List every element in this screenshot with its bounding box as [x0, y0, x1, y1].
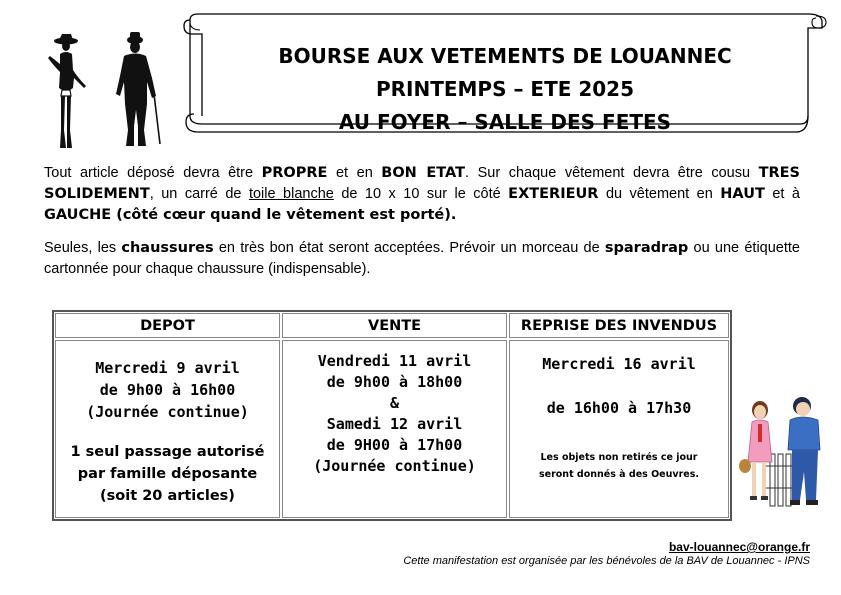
depot-note: (Journée continue) — [86, 403, 249, 421]
reprise-hours: de 16h00 à 17h30 — [546, 399, 692, 417]
p2-emphasis-chaussures: chaussures — [121, 240, 214, 256]
p1-emphasis-cote-coeur: (côté cœur quand le vêtement est porté). — [111, 207, 457, 223]
children-illustration — [738, 392, 828, 512]
schedule-table — [52, 310, 732, 521]
p1-text-a: Tout article déposé devra être — [44, 165, 262, 181]
organizer-credit: Cette manifestation est organisée par les bénévoles de la BAV de Louannec - IPNS — [403, 555, 810, 567]
title-line-1: BOURSE AUX VETEMENTS DE LOUANNEC — [278, 44, 732, 68]
vente-date-1: Vendredi 11 avril — [317, 352, 472, 370]
vente-date-2: Samedi 12 avril — [326, 415, 463, 433]
woman-silhouette — [48, 34, 86, 148]
header-depot: DEPOT — [55, 313, 280, 338]
header-vente: VENTE — [282, 313, 507, 338]
depot-date: Mercredi 9 avril — [95, 359, 240, 377]
reprise-date: Mercredi 16 avril — [542, 355, 696, 373]
boy-figure — [788, 397, 820, 505]
p1-text-c: et en — [327, 165, 382, 181]
girl-figure — [739, 401, 772, 500]
p1-emphasis-bon-etat: BON ETAT — [381, 165, 466, 181]
depot-rule-2: par famille déposante — [77, 466, 258, 482]
vente-note: (Journée continue) — [313, 457, 476, 475]
title-line-3: AU FOYER – SALLE DES FETES — [338, 110, 672, 134]
p1-text-k: du vêtement en — [598, 186, 721, 202]
vente-hours-2: de 9H00 à 17h00 — [326, 436, 463, 454]
p2-text-a: Seules, les — [44, 240, 122, 256]
p2-text-e: ou une étiquette cartonnée pour chaque chaussure (indispensable). — [44, 240, 800, 277]
p1-emphasis-propre: PROPRE — [261, 165, 328, 181]
p1-emphasis-tres-solidement: TRES SOLIDEMENT — [44, 165, 800, 202]
p1-text-i: de 10 x 10 sur le côté — [333, 186, 509, 202]
depot-rule-3: (soit 20 articles) — [100, 488, 235, 504]
vente-and: & — [389, 394, 400, 412]
depot-cell — [55, 340, 280, 518]
p1-text-g: , un carré de — [149, 186, 249, 202]
instructions-paragraph-2 — [44, 238, 800, 280]
p2-emphasis-sparadrap: sparadrap — [604, 240, 689, 256]
depot-rule-1: 1 seul passage autorisé — [70, 444, 265, 460]
contact-email[interactable]: bav-louannec@orange.fr — [668, 540, 810, 554]
reprise-cell — [509, 340, 729, 518]
vente-cell — [282, 340, 507, 518]
header-reprise: REPRISE DES INVENDUS — [509, 313, 729, 338]
reprise-note-2: seront donnés à des Oeuvres. — [539, 469, 699, 480]
p2-text-c: en très bon état seront acceptées. Prévoir un morceau de — [213, 240, 605, 256]
p1-underline-toile-blanche: toile blanche — [248, 186, 334, 202]
vente-hours-1: de 9h00 à 18h00 — [326, 373, 463, 391]
page-title — [200, 40, 810, 139]
man-silhouette — [116, 32, 160, 146]
title-line-2: PRINTEMPS – ETE 2025 — [375, 77, 635, 101]
p1-text-e: . Sur chaque vêtement devra être cousu — [465, 165, 759, 181]
p1-text-m: et à — [764, 186, 800, 202]
depot-hours: de 9h00 à 16h00 — [99, 381, 236, 399]
instructions-paragraph-1 — [44, 163, 800, 226]
p1-emphasis-haut: HAUT — [720, 186, 765, 202]
reprise-note-1: Les objets non retirés ce jour — [540, 452, 698, 463]
p1-emphasis-exterieur: EXTERIEUR — [508, 186, 599, 202]
fashion-silhouettes-illustration — [40, 30, 170, 150]
p1-emphasis-gauche: GAUCHE — [44, 207, 112, 223]
